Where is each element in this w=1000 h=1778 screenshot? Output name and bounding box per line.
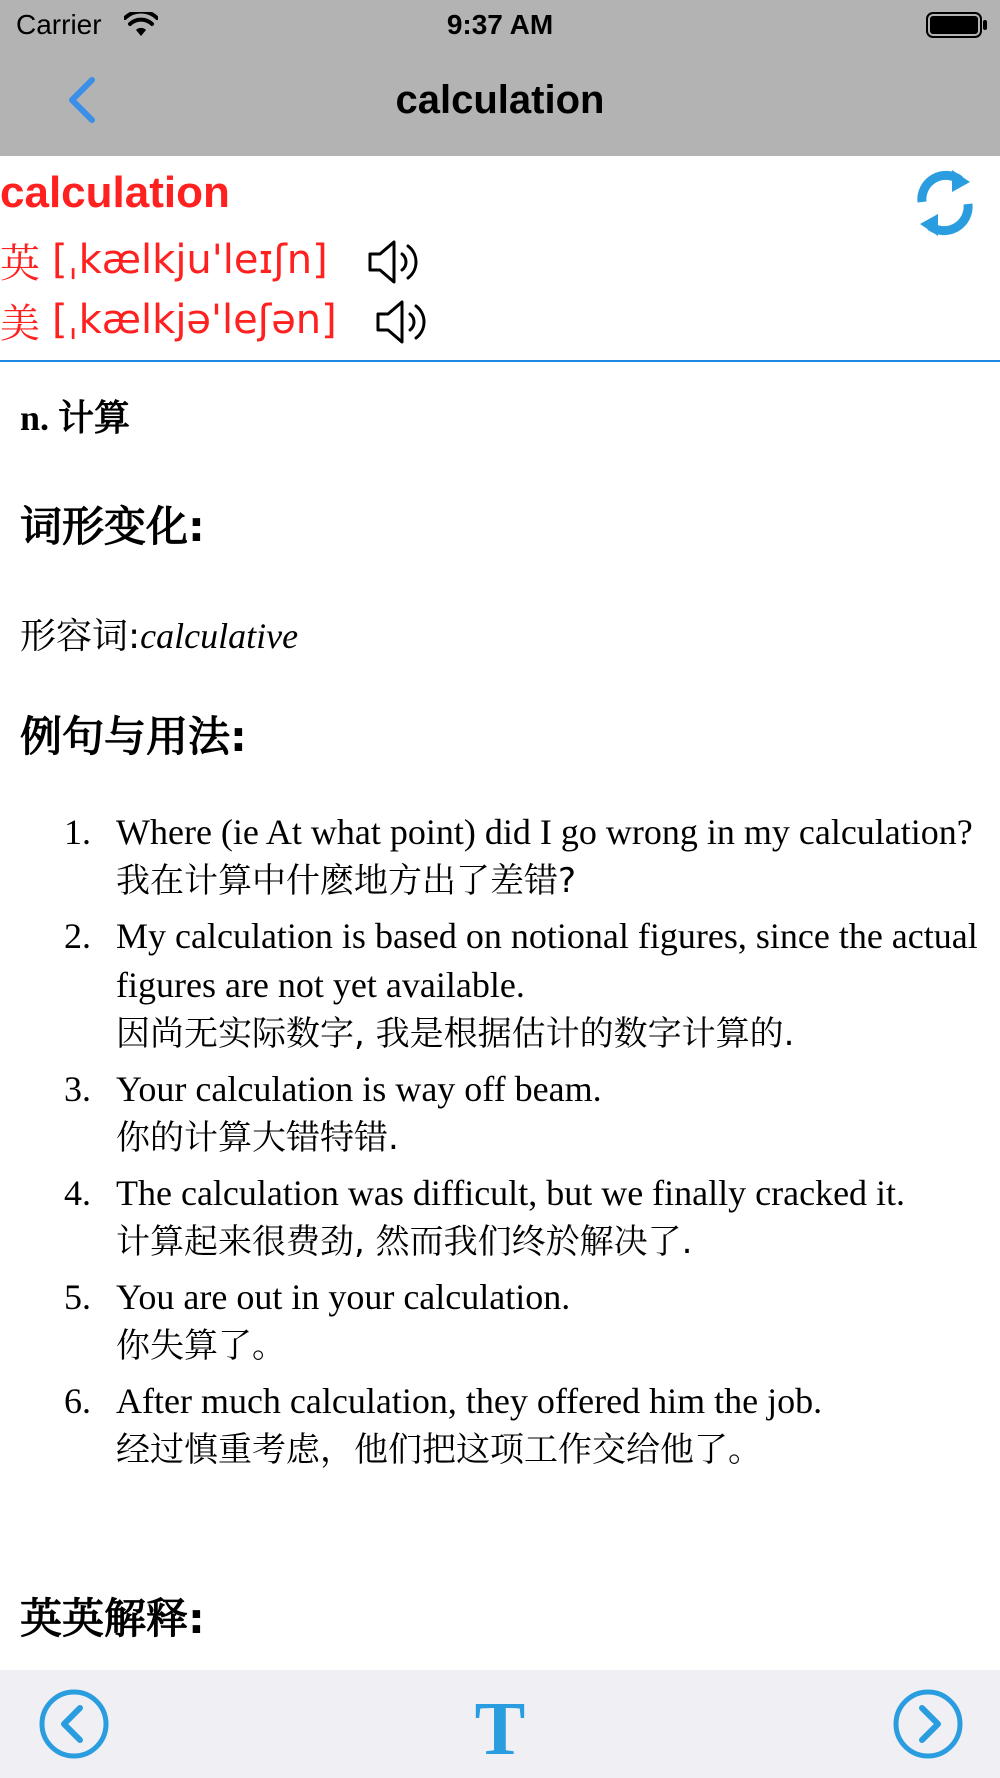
chevron-right-circle-icon — [888, 1684, 968, 1764]
uk-phonetic: [ˌkælkju'leɪʃn] — [52, 237, 328, 283]
example-item — [0, 1169, 980, 1267]
example-chinese: 因尚无实际数字, 我是根据估计的数字计算的. — [116, 1014, 795, 1054]
uk-speaker-button[interactable] — [366, 238, 422, 286]
example-english: Where (ie At what point) did I go wrong in my calculation? — [116, 812, 973, 852]
font-label: T — [474, 1687, 526, 1764]
us-phonetic: [ˌkælkjə'leʃən] — [52, 297, 337, 343]
example-number: 6. — [64, 1381, 91, 1421]
text-format-icon — [460, 1684, 540, 1764]
example-english: After much calculation, they offered him the job. — [116, 1381, 823, 1421]
status-bar — [0, 0, 1000, 50]
us-speaker-button[interactable] — [374, 298, 430, 346]
speaker-icon — [366, 238, 422, 286]
example-chinese: 我在计算中什麽地方出了差错? — [116, 861, 577, 901]
example-number: 1. — [64, 812, 91, 852]
example-chinese: 计算起来很费劲, 然而我们终於解决了. — [116, 1222, 693, 1262]
page-title: calculation — [395, 78, 605, 122]
example-english: Your calculation is way off beam. — [116, 1069, 602, 1109]
morphology-entry — [20, 608, 298, 659]
font-size-button[interactable] — [460, 1684, 540, 1764]
previous-word-button[interactable] — [34, 1684, 114, 1764]
definition-content — [0, 360, 1000, 1670]
bottom-toolbar — [0, 1670, 1000, 1778]
example-chinese: 你失算了。 — [116, 1326, 286, 1366]
headword: calculation — [0, 168, 230, 217]
example-english: The calculation was difficult, but we finally cracked it. — [116, 1173, 906, 1213]
morphology-heading: 词形变化: — [20, 502, 205, 551]
examples-list — [0, 808, 980, 1481]
example-english: You are out in your calculation. — [116, 1277, 571, 1317]
refresh-button[interactable] — [914, 168, 976, 238]
example-number: 4. — [64, 1173, 91, 1213]
battery-icon — [926, 11, 988, 46]
us-label: 美 — [0, 300, 40, 347]
refresh-icon — [914, 168, 976, 238]
part-of-speech-definition: n. 计算 — [20, 398, 131, 438]
example-item — [0, 912, 980, 1059]
example-item — [0, 1273, 980, 1371]
carrier-label: Carrier — [16, 9, 102, 40]
example-chinese: 经过慎重考虑，他们把这项工作交给他了。 — [116, 1430, 762, 1470]
examples-heading: 例句与用法: — [20, 712, 247, 761]
example-item — [0, 1377, 980, 1475]
example-english: My calculation is based on notional figures, since the actual figures are not yet available. — [116, 916, 978, 1005]
uk-label: 英 — [0, 240, 40, 287]
morphology-value: calculative — [140, 616, 299, 656]
next-word-button[interactable] — [888, 1684, 968, 1764]
example-number: 3. — [64, 1069, 91, 1109]
chevron-left-circle-icon — [34, 1684, 114, 1764]
example-number: 2. — [64, 916, 91, 956]
speaker-icon — [374, 298, 430, 346]
navigation-bar — [0, 0, 1000, 156]
example-item — [0, 1065, 980, 1163]
uk-pronunciation-row — [0, 232, 328, 288]
clock: 9:37 AM — [446, 9, 554, 40]
word-header — [0, 156, 1000, 362]
morphology-label: 形容词: — [20, 616, 141, 657]
english-definition-heading: 英英解释: — [20, 1594, 205, 1643]
us-pronunciation-row — [0, 292, 337, 348]
example-number: 5. — [64, 1277, 91, 1317]
example-chinese: 你的计算大错特错. — [116, 1118, 399, 1158]
example-item — [0, 808, 980, 906]
